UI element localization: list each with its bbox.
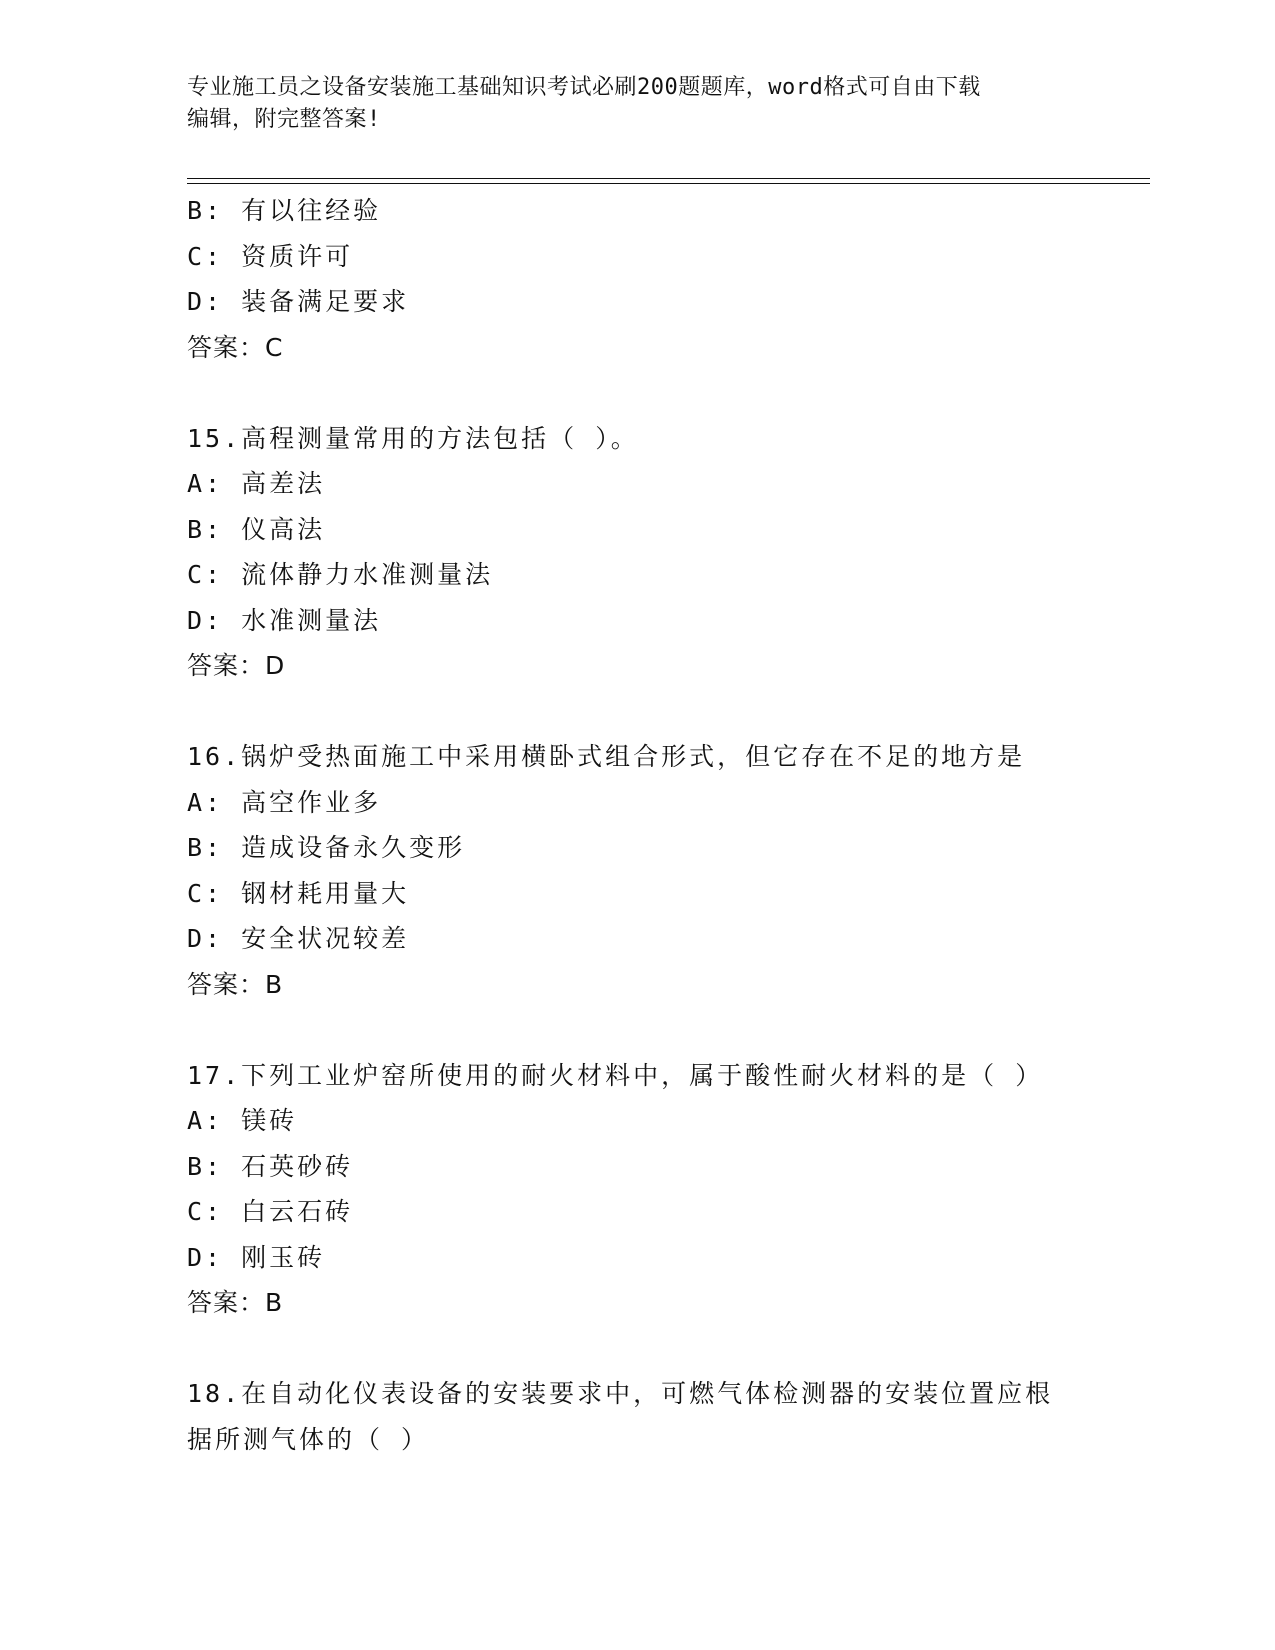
option-a: A: 高差法 xyxy=(187,469,326,498)
spacer xyxy=(187,1007,1087,1053)
option-a: A: 高空作业多 xyxy=(187,787,382,817)
question-16 xyxy=(187,734,1087,1007)
option-a: A: 镁砖 xyxy=(187,1106,298,1135)
question-stem: 15.高程测量常用的方法包括（ ）。 xyxy=(187,423,639,453)
question-stem-line-2: 据所测气体的（ ） xyxy=(187,1424,430,1454)
header-divider-bottom xyxy=(187,183,1150,184)
question-stem: 17.下列工业炉窑所使用的耐火材料中，属于酸性耐火材料的是（ ） xyxy=(187,1060,1044,1090)
answer: 答案：B xyxy=(187,969,284,999)
option-d: D: 水准测量法 xyxy=(187,605,382,635)
question-list xyxy=(187,188,1087,1462)
option-c: C: 资质许可 xyxy=(187,241,354,271)
question-stem-line-1: 18.在自动化仪表设备的安装要求中，可燃气体检测器的安装位置应根 xyxy=(187,1379,1054,1408)
option-d: D: 刚玉砖 xyxy=(187,1242,326,1272)
option-b: B: 仪高法 xyxy=(187,514,326,544)
answer: 答案：C xyxy=(187,332,284,362)
header-divider-top xyxy=(187,178,1150,179)
header-line-1: 专业施工员之设备安装施工基础知识考试必刷200题题库，word格式可自由下载 xyxy=(187,75,981,100)
question-stem: 16.锅炉受热面施工中采用横卧式组合形式，但它存在不足的地方是 xyxy=(187,742,1026,771)
question-15 xyxy=(187,416,1087,689)
option-c: C: 流体静力水准测量法 xyxy=(187,560,494,589)
option-c: C: 白云石砖 xyxy=(187,1197,354,1226)
spacer xyxy=(187,1326,1087,1372)
spacer xyxy=(187,370,1087,416)
option-b: B: 石英砂砖 xyxy=(187,1151,354,1181)
option-b: B: 造成设备永久变形 xyxy=(187,833,466,862)
option-d: D: 安全状况较差 xyxy=(187,924,410,953)
option-d: D: 装备满足要求 xyxy=(187,287,410,316)
header-line-2: 编辑，附完整答案! xyxy=(187,107,381,132)
question-18 xyxy=(187,1371,1087,1462)
spacer xyxy=(187,689,1087,735)
answer: 答案：B xyxy=(187,1288,284,1317)
option-b: B: 有以往经验 xyxy=(187,196,382,225)
question-17 xyxy=(187,1053,1087,1326)
answer: 答案：D xyxy=(187,651,286,680)
question-14-tail xyxy=(187,188,1087,370)
document-header xyxy=(187,72,1067,136)
option-c: C: 钢材耗用量大 xyxy=(187,878,410,908)
